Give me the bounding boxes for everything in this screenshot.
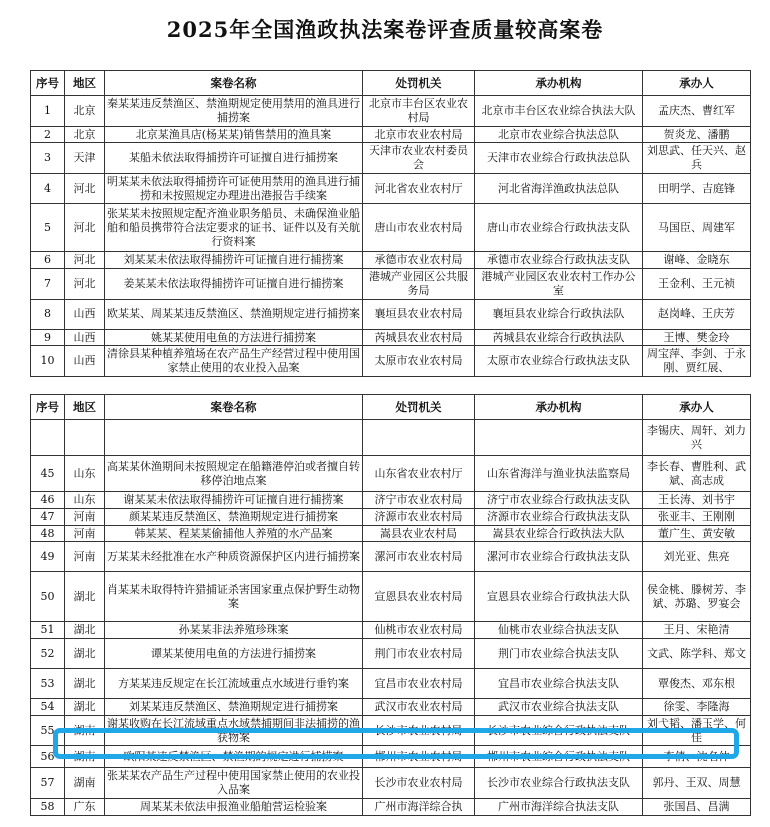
header-persons: 承办人 (643, 395, 751, 420)
table-header-row (31, 395, 751, 420)
row-authority: 北京市丰台区农业农村局 (363, 96, 475, 127)
row-agency: 郴州市农业综合行政执法支队 (475, 746, 643, 768)
row-region: 河北 (65, 252, 105, 269)
row-persons: 董广生、黄安敏 (643, 525, 751, 542)
row-persons: 王长涛、刘书宇 (643, 492, 751, 509)
row-persons: 李倩、沈名仲 (643, 746, 751, 768)
row-authority: 仙桃市农业农村局 (363, 622, 475, 639)
table-row (31, 252, 751, 269)
row-persons: 谢峰、金晓东 (643, 252, 751, 269)
row-region: 山西 (65, 329, 105, 346)
table-row (31, 525, 751, 542)
row-region: 山东 (65, 456, 105, 492)
table-row (31, 669, 751, 699)
row-persons: 周宝萍、李剑、于永刚、贾红展、 (643, 346, 751, 377)
row-authority: 漯河市农业农村局 (363, 542, 475, 572)
row-authority: 济源市农业农村局 (363, 508, 475, 525)
table-row (31, 299, 751, 329)
table-row (31, 173, 751, 204)
row-agency: 北京市丰台区农业综合执法大队 (475, 96, 643, 127)
row-case-name: 孙某某非法养殖珍珠案 (105, 622, 363, 639)
row-persons: 李锡庆、周轩、刘力兴 (643, 420, 751, 456)
row-no: 48 (31, 525, 65, 542)
header-authority: 处罚机关 (363, 71, 475, 96)
row-case-name: 某船未依法取得捕捞许可证擅自进行捕捞案 (105, 143, 363, 174)
row-agency: 天津市农业综合行政执法总队 (475, 143, 643, 174)
row-persons: 李长春、曹胜利、武斌、高志成 (643, 456, 751, 492)
row-case-name: 周某某未依法申报渔业船舶营运检验案 (105, 798, 363, 815)
row-region: 河北 (65, 269, 105, 300)
table-row (31, 798, 751, 815)
header-case: 案卷名称 (105, 395, 363, 420)
row-region: 山东 (65, 492, 105, 509)
row-agency: 唐山市农业综合行政执法支队 (475, 204, 643, 252)
row-persons: 侯金桃、滕树芳、李斌、苏璐、罗宴会 (643, 572, 751, 622)
row-region: 湖南 (65, 768, 105, 799)
row-no: 6 (31, 252, 65, 269)
row-case-name: 明某某未依法取得捕捞许可证使用禁用的渔具进行捕捞和未按照规定办理进出港报告手续案 (105, 173, 363, 204)
row-agency: 广州市海洋综合执法支队 (475, 798, 643, 815)
header-case: 案卷名称 (105, 71, 363, 96)
table-body-part1 (31, 96, 751, 377)
row-authority: 山东省农业农村厅 (363, 456, 475, 492)
row-no: 54 (31, 699, 65, 716)
row-region: 湖南 (65, 715, 105, 746)
row-no: 3 (31, 143, 65, 174)
row-authority: 宜昌市农业农村局 (363, 669, 475, 699)
row-region: 湖北 (65, 572, 105, 622)
row-case-name: 张某某未按照规定配齐渔业职务船员、未确保渔业船舶和船员携带符合法定要求的证书、证件以及有关航行资料案 (105, 204, 363, 252)
row-case-name (105, 420, 363, 456)
row-case-name: 秦某某违反禁渔区、禁渔期规定使用禁用的渔具进行捕捞案 (105, 96, 363, 127)
table-row (31, 346, 751, 377)
row-no: 50 (31, 572, 65, 622)
row-persons: 张国昌、昌满 (643, 798, 751, 815)
row-agency (475, 420, 643, 456)
header-region: 地区 (65, 71, 105, 96)
row-case-name: 姜某某未依法取得捕捞许可证擅自进行捕捞案 (105, 269, 363, 300)
row-authority: 嵩县农业农村局 (363, 525, 475, 542)
page-title: 2025年全国渔政执法案卷评查质量较高案卷 (166, 17, 604, 42)
row-authority: 襄垣县农业农村局 (363, 299, 475, 329)
row-case-name: 肖某某未取得特许猎捕证杀害国家重点保护野生动物案 (105, 572, 363, 622)
row-region: 山西 (65, 299, 105, 329)
row-agency: 济宁市农业综合行政执法支队 (475, 492, 643, 509)
row-persons: 赵岗峰、王庆芳 (643, 299, 751, 329)
row-authority: 长沙市农业农村局 (363, 715, 475, 746)
row-no: 46 (31, 492, 65, 509)
row-no: 4 (31, 173, 65, 204)
row-case-name: 高某某休渔期间未按照规定在船籍港停泊或者擅自转移停泊地点案 (105, 456, 363, 492)
row-agency: 宜昌市农业综合执法支队 (475, 669, 643, 699)
row-no: 2 (31, 126, 65, 143)
row-persons: 张亚丰、王刚刚 (643, 508, 751, 525)
row-persons: 刘思武、任天兴、赵兵 (643, 143, 751, 174)
row-authority: 武汉市农业农村局 (363, 699, 475, 716)
row-no (31, 420, 65, 456)
row-region: 北京 (65, 126, 105, 143)
table-row (31, 204, 751, 252)
row-authority (363, 420, 475, 456)
row-agency: 宣恩县农业综合行政执法大队 (475, 572, 643, 622)
row-region: 湖北 (65, 699, 105, 716)
row-no: 9 (31, 329, 65, 346)
row-agency: 河北省海洋渔政执法总队 (475, 173, 643, 204)
row-region: 河南 (65, 542, 105, 572)
table-row (31, 420, 751, 456)
row-agency: 襄垣县农业综合行政执法队 (475, 299, 643, 329)
row-authority: 长沙市农业农村局 (363, 768, 475, 799)
table-row (31, 542, 751, 572)
row-agency: 芮城县农业综合行政执法队 (475, 329, 643, 346)
row-region: 湖北 (65, 622, 105, 639)
row-case-name: 韩某某、程某某偷捕他人养殖的水产品案 (105, 525, 363, 542)
row-authority: 唐山市农业农村局 (363, 204, 475, 252)
case-table-part2 (30, 394, 751, 816)
row-agency: 武汉市农业综合执法支队 (475, 699, 643, 716)
row-agency: 太原市农业综合行政执法支队 (475, 346, 643, 377)
row-region: 河北 (65, 204, 105, 252)
table-row (31, 572, 751, 622)
row-case-name: 谢某某未依法取得捕捞许可证擅自进行捕捞案 (105, 492, 363, 509)
row-authority: 天津市农业农村委员会 (363, 143, 475, 174)
table-row (31, 126, 751, 143)
row-case-name: 方某某违反规定在长江流域重点水域进行垂钓案 (105, 669, 363, 699)
table-row (31, 143, 751, 174)
row-case-name: 欧阳某违反禁渔区、禁渔期的规定进行捕捞案 (105, 746, 363, 768)
row-no: 1 (31, 96, 65, 127)
table-row (31, 96, 751, 127)
row-authority: 港城产业园区公共服务局 (363, 269, 475, 300)
row-case-name: 谢某收购在长江流域重点水域禁捕期间非法捕捞的渔获物案 (105, 715, 363, 746)
row-authority: 太原市农业农村局 (363, 346, 475, 377)
row-agency: 漯河市农业综合行政执法支队 (475, 542, 643, 572)
row-authority: 芮城县农业农村局 (363, 329, 475, 346)
row-no: 58 (31, 798, 65, 815)
row-authority: 荆门市农业农村局 (363, 639, 475, 669)
row-persons: 刘光亚、焦亮 (643, 542, 751, 572)
table-row (31, 746, 751, 768)
table-row (31, 492, 751, 509)
row-authority: 宣恩县农业农村局 (363, 572, 475, 622)
row-no: 8 (31, 299, 65, 329)
row-persons: 田明学、吉庭锋 (643, 173, 751, 204)
case-table-part1 (30, 70, 751, 377)
row-persons: 徐雯、李隆海 (643, 699, 751, 716)
table-row (31, 715, 751, 746)
row-case-name: 清徐县某种植养殖场在农产品生产经营过程中使用国家禁止使用的农业投入品案 (105, 346, 363, 377)
row-region (65, 420, 105, 456)
row-persons: 贺炎龙、潘鹏 (643, 126, 751, 143)
row-agency: 仙桃市农业综合执法支队 (475, 622, 643, 639)
row-persons: 文武、陈学科、郑文 (643, 639, 751, 669)
row-region: 湖北 (65, 639, 105, 669)
row-case-name: 刘某某未依法取得捕捞许可证擅自进行捕捞案 (105, 252, 363, 269)
row-region: 河南 (65, 525, 105, 542)
row-agency: 北京市农业综合执法总队 (475, 126, 643, 143)
row-no: 55 (31, 715, 65, 746)
header-no: 序号 (31, 395, 65, 420)
table-row (31, 768, 751, 799)
row-region: 湖南 (65, 746, 105, 768)
header-no: 序号 (31, 71, 65, 96)
table-header-row (31, 71, 751, 96)
header-persons: 承办人 (643, 71, 751, 96)
row-persons: 刘弋韬、潘玉学、何佳 (643, 715, 751, 746)
row-authority: 济宁市农业农村局 (363, 492, 475, 509)
row-agency: 港城产业园区农业农村工作办公室 (475, 269, 643, 300)
table-row (31, 639, 751, 669)
row-case-name: 刘某某违反禁渔区、禁渔期规定进行捕捞案 (105, 699, 363, 716)
row-case-name: 万某某未经批准在水产种质资源保护区内进行捕捞案 (105, 542, 363, 572)
row-no: 47 (31, 508, 65, 525)
row-case-name: 北京某渔具店(杨某某)销售禁用的渔具案 (105, 126, 363, 143)
row-region: 河南 (65, 508, 105, 525)
row-persons: 孟庆杰、曹红军 (643, 96, 751, 127)
row-region: 湖北 (65, 669, 105, 699)
row-case-name: 颜某某违反禁渔区、禁渔期规定进行捕捞案 (105, 508, 363, 525)
row-agency: 山东省海洋与渔业执法监察局 (475, 456, 643, 492)
row-agency: 长沙市农业综合行政执法支队 (475, 768, 643, 799)
header-authority: 处罚机关 (363, 395, 475, 420)
row-no: 49 (31, 542, 65, 572)
row-region: 山西 (65, 346, 105, 377)
row-persons: 覃俊杰、邓东根 (643, 669, 751, 699)
row-no: 51 (31, 622, 65, 639)
row-region: 广东 (65, 798, 105, 815)
row-persons: 郭丹、王双、周慧 (643, 768, 751, 799)
table-row (31, 269, 751, 300)
row-authority: 郴州市农业农村局 (363, 746, 475, 768)
row-no: 5 (31, 204, 65, 252)
row-region: 北京 (65, 96, 105, 127)
row-agency: 济源市农业综合行政执法支队 (475, 508, 643, 525)
row-region: 天津 (65, 143, 105, 174)
row-no: 53 (31, 669, 65, 699)
row-agency: 嵩县农业综合行政执法大队 (475, 525, 643, 542)
row-no: 56 (31, 746, 65, 768)
row-authority: 河北省农业农村厅 (363, 173, 475, 204)
row-case-name: 姚某某使用电鱼的方法进行捕捞案 (105, 329, 363, 346)
header-region: 地区 (65, 395, 105, 420)
row-region: 河北 (65, 173, 105, 204)
row-agency: 承德市农业综合行政执法支队 (475, 252, 643, 269)
row-no: 7 (31, 269, 65, 300)
row-case-name: 张某某农产品生产过程中使用国家禁止使用的农业投入品案 (105, 768, 363, 799)
row-case-name: 欧某某、周某某违反禁渔区、禁渔期规定进行捕捞案 (105, 299, 363, 329)
table-row (31, 456, 751, 492)
table-row (31, 329, 751, 346)
table-row (31, 508, 751, 525)
row-no: 10 (31, 346, 65, 377)
header-agency: 承办机构 (475, 71, 643, 96)
row-case-name: 谭某某使用电鱼的方法进行捕捞案 (105, 639, 363, 669)
table-body-part2 (31, 420, 751, 816)
row-persons: 王博、樊金玲 (643, 329, 751, 346)
header-agency: 承办机构 (475, 395, 643, 420)
row-persons: 王金利、王元祯 (643, 269, 751, 300)
row-agency: 荆门市农业综合执法支队 (475, 639, 643, 669)
row-no: 57 (31, 768, 65, 799)
row-authority: 广州市海洋综合执 (363, 798, 475, 815)
row-agency: 长沙市农业综合行政执法支队 (475, 715, 643, 746)
row-no: 52 (31, 639, 65, 669)
table-row (31, 622, 751, 639)
row-authority: 承德市农业农村局 (363, 252, 475, 269)
row-authority: 北京市农业农村局 (363, 126, 475, 143)
table-row (31, 699, 751, 716)
row-no: 45 (31, 456, 65, 492)
row-persons: 王月、宋艳清 (643, 622, 751, 639)
row-persons: 马国臣、周建军 (643, 204, 751, 252)
